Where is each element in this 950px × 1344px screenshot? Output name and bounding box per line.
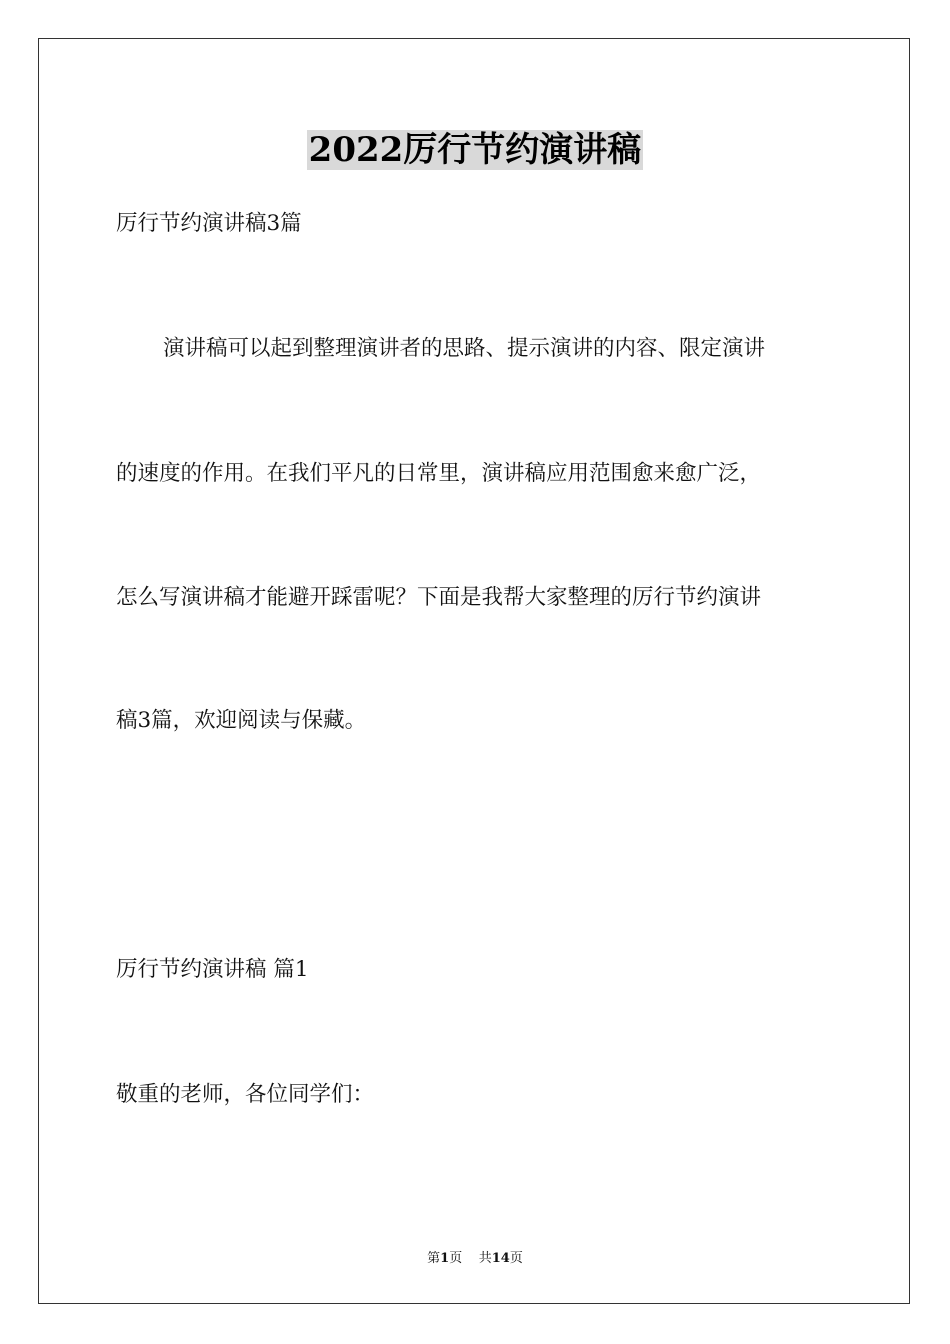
footer-page-number: 1 [440,1251,450,1266]
document-title [0,128,950,172]
footer-total-suffix: 页 [509,1251,523,1266]
footer-total-pages: 14 [491,1251,510,1266]
section-heading: 厉行节约演讲稿 篇1 [116,957,309,982]
document-subtitle: 厉行节约演讲稿3篇 [116,211,302,236]
intro-line-4: 稿3篇，欢迎阅读与保藏。 [116,708,367,733]
document-title-text: 2022厉行节约演讲稿 [308,130,642,170]
intro-line-2: 的速度的作用。在我们平凡的日常里，演讲稿应用范围愈来愈广泛， [116,461,762,486]
greeting: 敬重的老师，各位同学们： [116,1082,375,1107]
footer-page-prefix: 第 [427,1251,441,1266]
page-footer [0,1247,950,1266]
footer-page-suffix: 页 [449,1251,463,1266]
intro-line-3: 怎么写演讲稿才能避开踩雷呢？下面是我帮大家整理的厉行节约演讲 [116,585,762,610]
footer-total-prefix: 共 [478,1251,492,1266]
intro-line-1: 演讲稿可以起到整理演讲者的思路、提示演讲的内容、限定演讲 [163,336,766,361]
